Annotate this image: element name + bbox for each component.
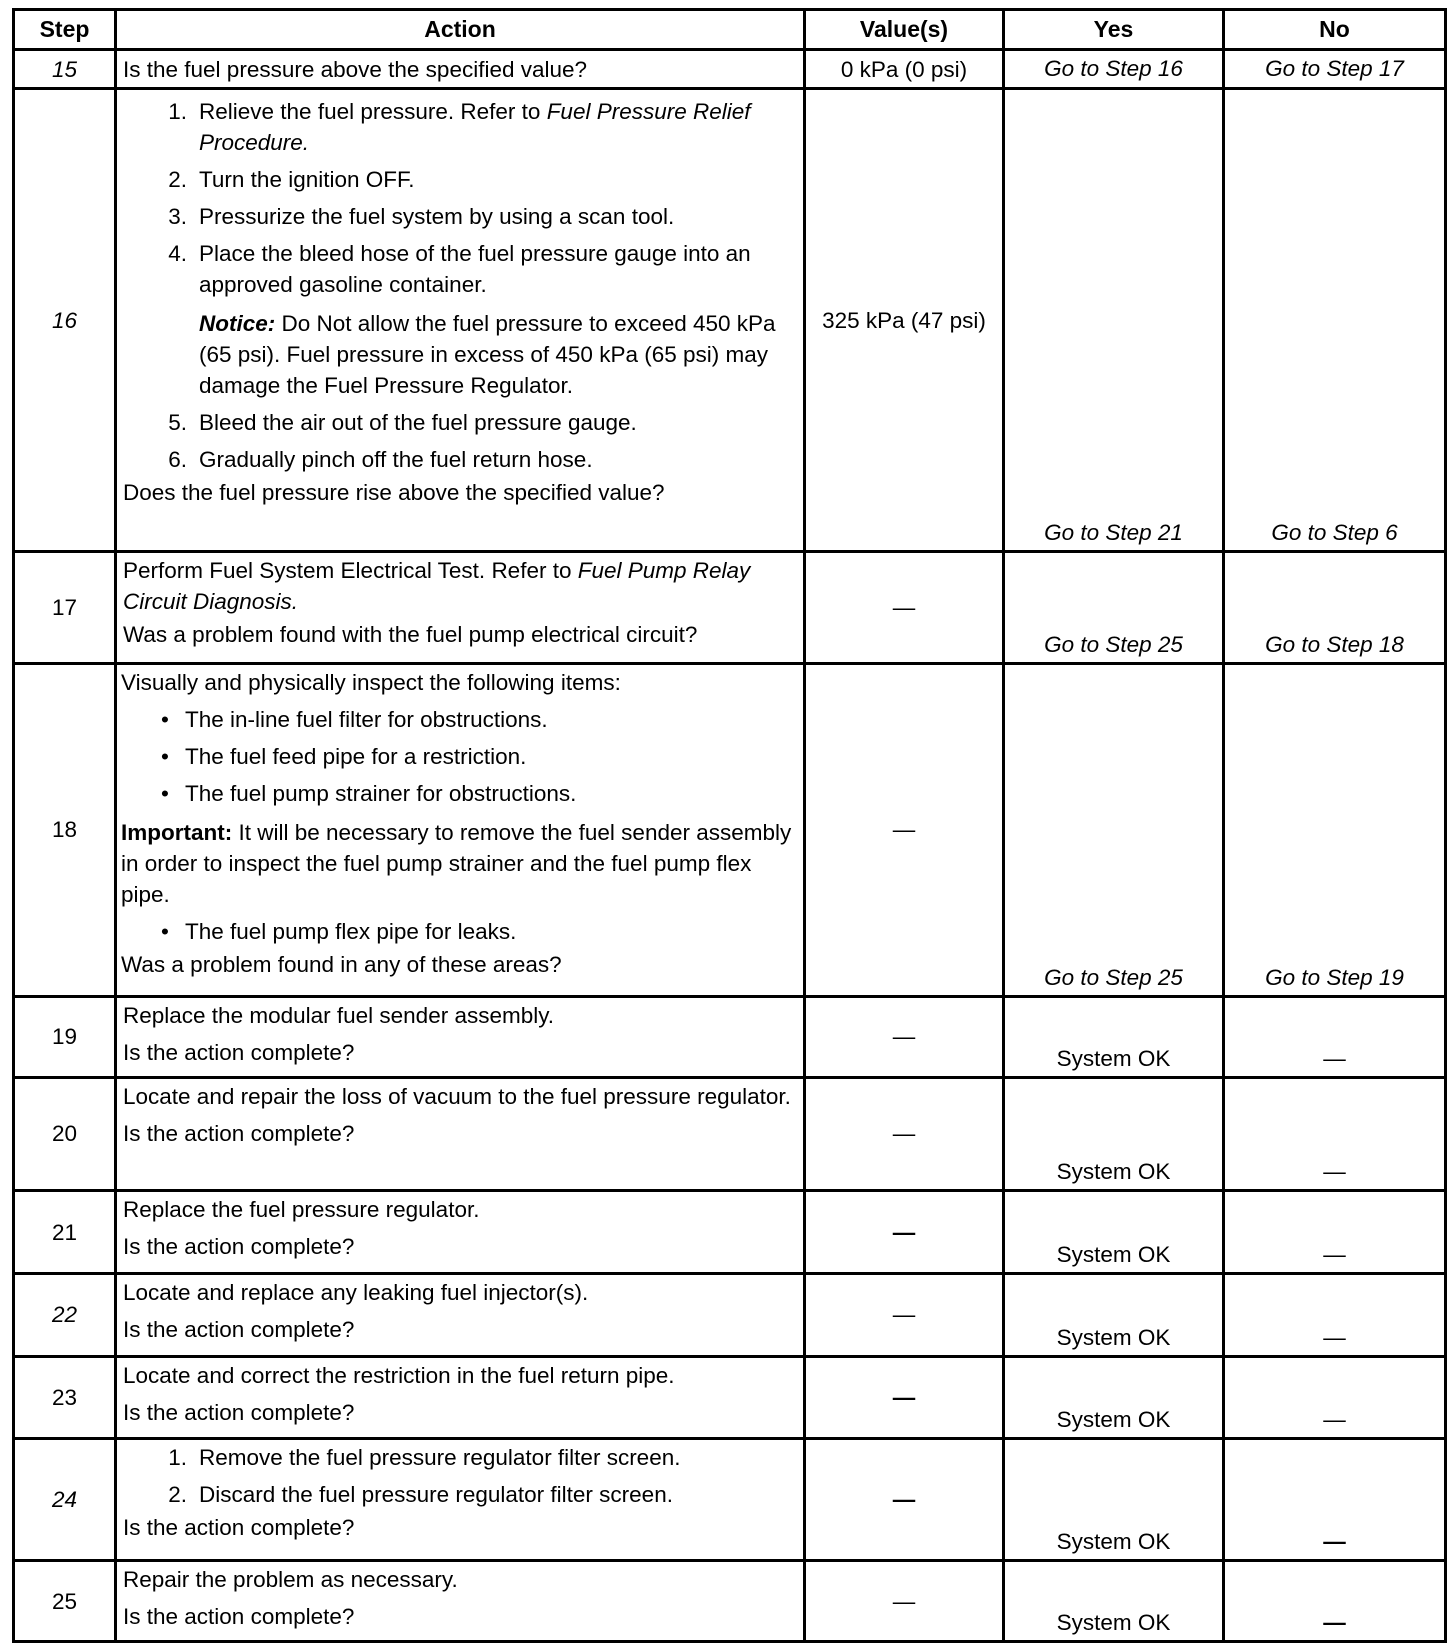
bullet-icon: • (161, 919, 169, 945)
bullet-icon: • (161, 781, 169, 807)
no-cell: Go to Step 18 (1224, 552, 1446, 664)
no-cell: Go to Step 17 (1224, 50, 1446, 89)
list-item (121, 741, 797, 772)
item-number: 5. (168, 410, 187, 436)
value-cell: — (805, 1077, 1004, 1191)
value-cell: 325 kPa (47 psi) (805, 89, 1004, 552)
action-text: Repair the problem as necessary. (123, 1567, 458, 1593)
yes-cell: Go to Step 25 (1004, 552, 1224, 664)
action-question: Is the action complete? (123, 1234, 355, 1260)
table-row (14, 1273, 1446, 1356)
table-row (14, 89, 1446, 552)
item-text: Remove the fuel pressure regulator filter screen. (199, 1445, 681, 1471)
item-text: The fuel pump flex pipe for leaks. (185, 919, 517, 945)
diagnostic-table (12, 8, 1447, 1643)
step-number: 16 (14, 89, 116, 552)
table-row (14, 664, 1446, 997)
list-item (123, 201, 797, 232)
yes-cell: System OK (1004, 1273, 1224, 1356)
important-label: Important: (121, 820, 233, 846)
step-number: 23 (14, 1356, 116, 1439)
value-cell: — (805, 1439, 1004, 1561)
item-text: Bleed the air out of the fuel pressure gauge. (199, 410, 637, 436)
table-row (14, 1439, 1446, 1561)
table-row (14, 1077, 1446, 1191)
reference-link: Fuel Pressure Relief Procedure. (199, 99, 751, 156)
action-text: Replace the fuel pressure regulator. (123, 1197, 480, 1223)
no-cell: — (1224, 1439, 1446, 1561)
action-question: Is the action complete? (123, 1515, 355, 1541)
action-cell (116, 50, 805, 89)
header-yes: Yes (1004, 10, 1224, 50)
no-cell: Go to Step 6 (1224, 89, 1446, 552)
header-values: Value(s) (805, 10, 1004, 50)
item-text: Turn the ignition OFF. (199, 167, 415, 193)
list-item (121, 916, 797, 947)
step-number: 19 (14, 996, 116, 1077)
list-item (121, 778, 797, 809)
action-question: Was a problem found with the fuel pump electrical circuit? (123, 622, 698, 648)
table-row (14, 996, 1446, 1077)
notice-text: Do Not allow the fuel pressure to exceed 450 kPa (65 psi). Fuel pressure in excess of 450 kPa (65 psi) may damage the Fuel Pressure Regulator. (199, 311, 776, 399)
yes-cell: System OK (1004, 1191, 1224, 1274)
action-cell (116, 1561, 805, 1642)
value-cell: — (805, 1356, 1004, 1439)
action-question: Is the fuel pressure above the specified value? (123, 56, 588, 82)
table-row (14, 552, 1446, 664)
step-number: 22 (14, 1273, 116, 1356)
item-text: The fuel feed pipe for a restriction. (185, 744, 527, 770)
action-cell (116, 1439, 805, 1561)
item-number: 4. (168, 241, 187, 267)
action-text: Locate and correct the restriction in the fuel return pipe. (123, 1362, 675, 1388)
notice-label: Notice: (199, 311, 276, 337)
table-row (14, 1191, 1446, 1274)
table-row (14, 1561, 1446, 1642)
action-text: Replace the modular fuel sender assembly. (123, 1002, 555, 1028)
reference-link: Fuel Pump Relay Circuit Diagnosis. (123, 558, 751, 615)
action-question: Is the action complete? (123, 1039, 355, 1065)
step-number: 17 (14, 552, 116, 664)
important-text: It will be necessary to remove the fuel sender assembly in order to inspect the fuel pump strainer and the fuel pump flex pipe. (121, 820, 792, 908)
action-question: Was a problem found in any of these areas? (121, 952, 562, 978)
header-step: Step (14, 10, 116, 50)
value-cell: — (805, 1561, 1004, 1642)
action-question: Is the action complete? (123, 1120, 355, 1146)
value-cell: 0 kPa (0 psi) (805, 50, 1004, 89)
no-cell: — (1224, 1273, 1446, 1356)
action-cell (116, 1077, 805, 1191)
item-number: 2. (168, 167, 187, 193)
action-question: Is the action complete? (123, 1399, 355, 1425)
value-cell: — (805, 552, 1004, 664)
action-cell (116, 1191, 805, 1274)
no-cell: — (1224, 1077, 1446, 1191)
item-text: The fuel pump strainer for obstructions. (185, 781, 577, 807)
action-cell (116, 552, 805, 664)
item-number: 2. (168, 1482, 187, 1508)
action-cell (116, 89, 805, 552)
list-item (123, 1442, 797, 1473)
action-cell (116, 1273, 805, 1356)
step-number: 18 (14, 664, 116, 997)
bullet-icon: • (161, 744, 169, 770)
list-item (123, 164, 797, 195)
yes-cell: System OK (1004, 1356, 1224, 1439)
item-text: Relieve the fuel pressure. Refer to (199, 99, 547, 125)
step-number: 20 (14, 1077, 116, 1191)
item-number: 6. (168, 447, 187, 473)
yes-cell: System OK (1004, 1439, 1224, 1561)
header-row (14, 10, 1446, 50)
list-item (123, 96, 797, 158)
header-no: No (1224, 10, 1446, 50)
action-question: Is the action complete? (123, 1316, 355, 1342)
no-cell: — (1224, 1561, 1446, 1642)
value-cell: — (805, 664, 1004, 997)
step-number: 15 (14, 50, 116, 89)
yes-cell: Go to Step 16 (1004, 50, 1224, 89)
item-number: 1. (168, 1445, 187, 1471)
action-question: Does the fuel pressure rise above the specified value? (123, 480, 665, 506)
list-item (123, 407, 797, 438)
table-row (14, 1356, 1446, 1439)
step-number: 24 (14, 1439, 116, 1561)
value-cell: — (805, 1191, 1004, 1274)
action-text: Locate and replace any leaking fuel injector(s). (123, 1279, 589, 1305)
action-text: Locate and repair the loss of vacuum to the fuel pressure regulator. (123, 1083, 791, 1109)
step-number: 21 (14, 1191, 116, 1274)
action-cell (116, 664, 805, 997)
item-text: Pressurize the fuel system by using a scan tool. (199, 204, 675, 230)
no-cell: Go to Step 19 (1224, 664, 1446, 997)
action-cell (116, 996, 805, 1077)
no-cell: — (1224, 1191, 1446, 1274)
item-text: Gradually pinch off the fuel return hose. (199, 447, 593, 473)
value-cell: — (805, 996, 1004, 1077)
yes-cell: System OK (1004, 996, 1224, 1077)
item-number: 3. (168, 204, 187, 230)
list-item (123, 1479, 797, 1510)
value-cell: — (805, 1273, 1004, 1356)
notice (123, 308, 797, 401)
no-cell: — (1224, 1356, 1446, 1439)
list-item (121, 704, 797, 735)
yes-cell: System OK (1004, 1561, 1224, 1642)
action-question: Is the action complete? (123, 1604, 355, 1630)
step-number: 25 (14, 1561, 116, 1642)
action-text: Perform Fuel System Electrical Test. Refer to (123, 558, 578, 584)
item-text: Place the bleed hose of the fuel pressure gauge into an approved gasoline container. (199, 241, 751, 298)
item-number: 1. (168, 99, 187, 125)
action-cell (116, 1356, 805, 1439)
no-cell: — (1224, 996, 1446, 1077)
yes-cell: Go to Step 21 (1004, 89, 1224, 552)
important-note (121, 817, 797, 910)
list-item (123, 444, 797, 475)
list-item (123, 238, 797, 300)
yes-cell: Go to Step 25 (1004, 664, 1224, 997)
item-text: Discard the fuel pressure regulator filter screen. (199, 1482, 673, 1508)
table-row (14, 50, 1446, 89)
header-action: Action (116, 10, 805, 50)
yes-cell: System OK (1004, 1077, 1224, 1191)
action-text: Visually and physically inspect the following items: (121, 670, 621, 696)
bullet-icon: • (161, 707, 169, 733)
item-text: The in-line fuel filter for obstructions. (185, 707, 548, 733)
